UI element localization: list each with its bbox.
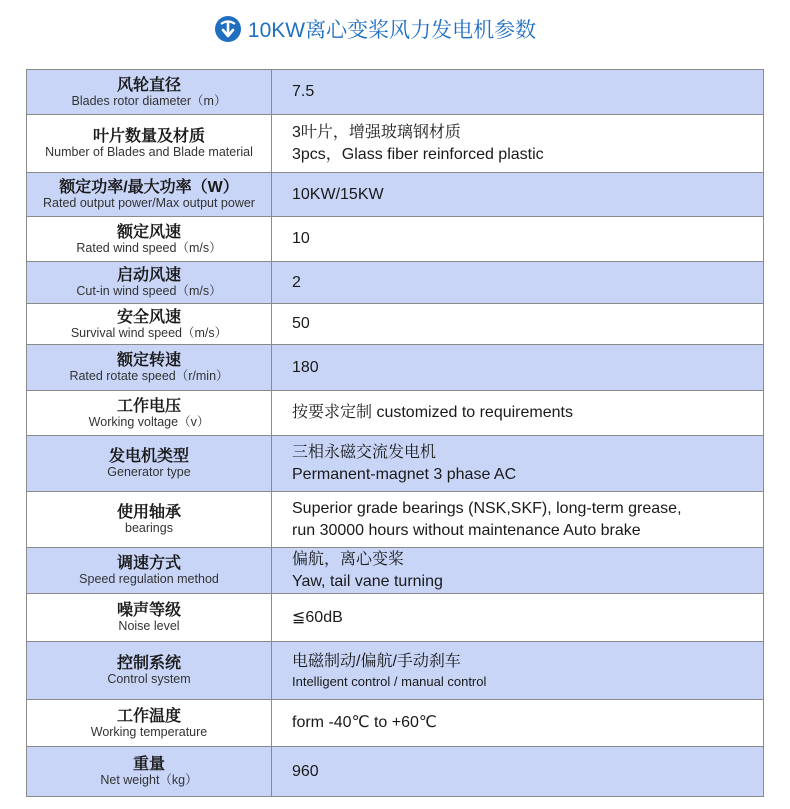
param-name-en: Rated wind speed（m/s） [76, 240, 222, 255]
table-row [27, 548, 764, 594]
param-value: 电磁制动/偏航/手动刹车 [292, 652, 461, 670]
param-value-cell [272, 115, 764, 173]
param-value: run 30000 hours without maintenance Auto brake [292, 521, 641, 539]
param-label-cell [27, 217, 272, 262]
param-value-small: Intelligent control / manual control [292, 673, 487, 689]
table-row [27, 700, 764, 747]
param-value: 3pcs，Glass fiber reinforced plastic [292, 145, 544, 163]
param-value: 180 [292, 358, 319, 376]
param-value-cell [272, 345, 764, 391]
param-name-zh: 工作温度 [116, 707, 181, 725]
param-value-cell [272, 70, 764, 115]
param-value: 2 [292, 273, 301, 291]
table-row [27, 594, 764, 642]
param-name-en: Survival wind speed（m/s） [70, 325, 228, 340]
param-label-cell [27, 747, 272, 797]
param-label-cell [27, 262, 272, 304]
table-row [27, 115, 764, 173]
param-label-cell [27, 304, 272, 345]
param-value: Superior grade bearings (NSK,SKF), long-term grease, [292, 499, 682, 517]
param-name-zh: 额定转速 [116, 352, 181, 369]
param-name-en: Working temperature [90, 724, 208, 739]
param-label-cell [27, 594, 272, 642]
param-name-zh: 额定功率/最大功率（W） [59, 179, 239, 196]
param-value-cell [272, 492, 764, 548]
param-name-en: Control system [107, 672, 191, 686]
table-row [27, 436, 764, 492]
param-name-zh: 安全风速 [116, 308, 181, 326]
param-name-zh: 额定风速 [116, 223, 181, 241]
param-name-en: Rated output power/Max output power [43, 196, 255, 210]
param-name-zh: 发电机类型 [108, 448, 189, 465]
param-name-en: Net weight（kg） [100, 773, 198, 787]
param-value: 50 [292, 315, 310, 332]
param-label-cell [27, 548, 272, 594]
param-value: 10 [292, 230, 310, 247]
table-row [27, 262, 764, 304]
param-value-cell [272, 747, 764, 797]
param-label-cell [27, 391, 272, 436]
param-name-zh: 调速方式 [116, 555, 181, 572]
param-value-cell [272, 217, 764, 262]
param-value: 按要求定制 customized to requirements [292, 404, 573, 421]
param-value-cell [272, 700, 764, 747]
param-name-zh: 重量 [132, 756, 165, 773]
param-value: 三相永磁交流发电机 [292, 443, 437, 461]
table-row [27, 345, 764, 391]
param-name-en: bearings [125, 521, 173, 535]
table-row [27, 217, 764, 262]
page-title: 10KW离心变桨风力发电机参数 [247, 19, 537, 42]
param-label-cell [27, 115, 272, 173]
param-value: 7.5 [292, 83, 315, 100]
table-row [27, 747, 764, 797]
param-value-cell [272, 262, 764, 304]
param-name-en: Number of Blades and Blade material [45, 145, 253, 159]
param-value: Yaw, tail vane turning [292, 572, 443, 590]
param-name-en: Noise level [118, 619, 180, 633]
param-value-cell [272, 173, 764, 217]
param-value: 3叶片，增强玻璃钢材质 [292, 123, 461, 141]
param-name-en: Working voltage（v） [88, 414, 210, 429]
table-row [27, 70, 764, 115]
table-row [27, 642, 764, 700]
param-value: 960 [292, 762, 319, 780]
param-name-zh: 噪声等级 [116, 602, 181, 619]
param-name-en: Blades rotor diameter（m） [71, 93, 227, 108]
param-value-cell [272, 548, 764, 594]
param-value: form -40℃ to +60℃ [292, 714, 437, 731]
table-row [27, 391, 764, 436]
param-value-cell [272, 594, 764, 642]
param-label-cell [27, 642, 272, 700]
page-header [0, 12, 790, 46]
table-row [27, 304, 764, 345]
param-name-en: Cut-in wind speed（m/s） [76, 284, 222, 298]
param-name-en: Speed regulation method [79, 572, 219, 586]
param-name-zh: 工作电压 [116, 397, 181, 415]
param-value-cell [272, 391, 764, 436]
param-name-en: Generator type [107, 465, 191, 479]
param-value: 10KW/15KW [292, 185, 384, 203]
param-label-cell [27, 700, 272, 747]
table-row [27, 492, 764, 548]
table-row [27, 173, 764, 217]
param-value-cell [272, 436, 764, 492]
spec-table [26, 69, 764, 797]
param-name-en: Rated rotate speed（r/min） [69, 369, 229, 383]
param-value: 偏航，离心变桨 [292, 550, 405, 568]
param-label-cell [27, 173, 272, 217]
param-value: Permanent-magnet 3 phase AC [292, 465, 517, 483]
param-name-zh: 使用轴承 [116, 504, 181, 521]
param-label-cell [27, 492, 272, 548]
param-name-zh: 风轮直径 [116, 76, 181, 94]
param-value-cell [272, 304, 764, 345]
param-name-zh: 控制系统 [116, 655, 181, 672]
param-value: ≦60dB [292, 608, 343, 626]
param-label-cell [27, 345, 272, 391]
download-arrow-logo-icon [214, 15, 242, 43]
param-label-cell [27, 70, 272, 115]
param-name-zh: 叶片数量及材质 [92, 128, 205, 145]
param-name-zh: 启动风速 [116, 267, 181, 284]
param-label-cell [27, 436, 272, 492]
param-value-cell [272, 642, 764, 700]
